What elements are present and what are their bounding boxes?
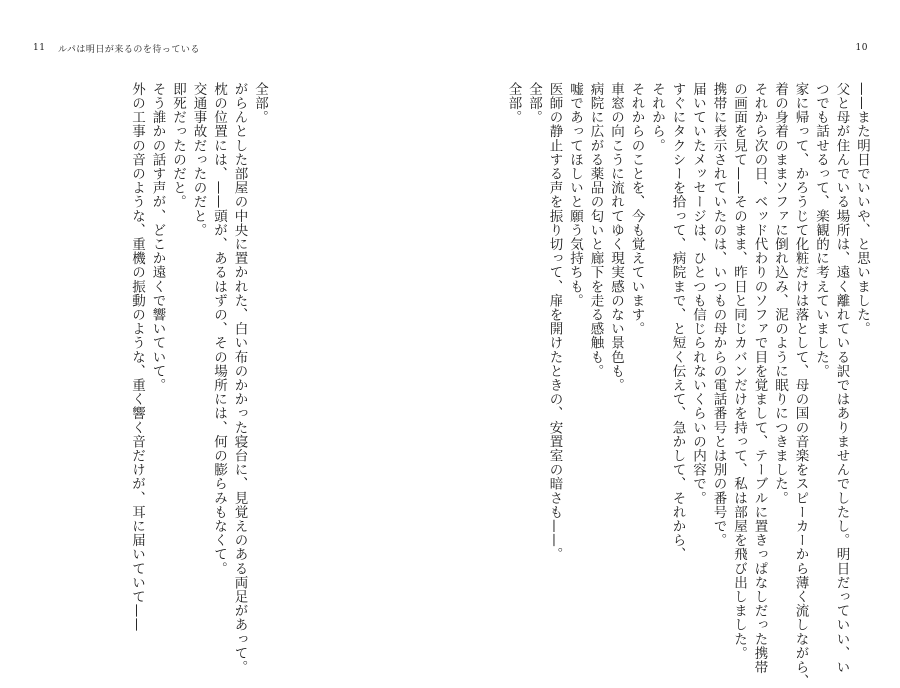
text-line: つでも話せるって、楽観的に考えていました。	[813, 82, 829, 379]
page-number-left: 11	[33, 43, 46, 53]
text-line: 嘘であってほしいと願う気持ちも。	[567, 82, 583, 308]
text-line: 全部。	[505, 82, 522, 125]
text-line: 届いていたメッセージは、ひとつも信じられないくらいの内容で。	[690, 82, 706, 505]
text-line: がらんとした部屋の中央に置かれた、白い布のかかった寝台に、見覚えのある両足があって。	[231, 82, 248, 675]
text-line: そう誰かの話す声が、どこか遠くで響いていて。	[149, 82, 166, 393]
page-number-right: 10	[855, 43, 868, 53]
text-line: 家に帰って、かろうじて化粧だけは落として、母の国の音楽をスピーカーから薄く流しながら、	[792, 82, 809, 688]
text-line: 父と母が住んでいる場所は、遠く離れている訳ではありませんでしたし。明日だっていい、い	[833, 82, 850, 675]
text-line: 携帯に表示されていたのは、いつもの母からの電話番号とは別の番号で。	[710, 82, 727, 548]
text-line: 交通事故だったのだと。	[190, 82, 207, 238]
text-line: それから次の日、ベッド代わりのソファで目を覚まして、テーブルに置きっぱなしだった携帯	[751, 82, 768, 675]
left-page	[0, 0, 450, 675]
text-line: 外の工事の音のような、重機の振動のような、重く響く音だけが、耳に届いていて——	[129, 82, 145, 632]
text-line: 全部。	[526, 82, 542, 125]
right-page-body	[505, 82, 872, 688]
text-line: 即死だったのだと。	[170, 82, 186, 209]
text-line: 病院に広がる薬品の匂いと廊下を走る感触も。	[587, 82, 604, 379]
text-line: 全部。	[252, 82, 268, 125]
text-line: 着の身着のままソファに倒れ込み、泥のように眠りにつきました。	[772, 82, 788, 505]
text-line: 医師の静止する声を振り切って、扉を開けたときの、安置室の暗さも——。	[546, 82, 563, 562]
text-line: 枕の位置には、——頭が、あるはずの、その場所には、何の膨らみもなくて。	[211, 82, 227, 576]
right-page	[450, 0, 900, 688]
running-head: ルパは明日が来るのを待っている	[58, 45, 200, 55]
text-line: の画面を見て——そのまま、昨日と同じカバンだけを持って、私は部屋を飛び出しました。	[731, 82, 747, 661]
left-page-body	[70, 82, 270, 675]
text-line: すぐにタクシーを拾って、病院まで、と短く伝えて、急かして、それから、	[669, 82, 686, 562]
text-line: 車窓の向こうに流れてゆく現実感のない景色も。	[608, 82, 624, 393]
text-line: それからのことを、今も覚えています。	[628, 82, 645, 336]
text-line: ——また明日でいいや、と思いました。	[854, 82, 870, 336]
text-line: それから。	[649, 82, 665, 153]
